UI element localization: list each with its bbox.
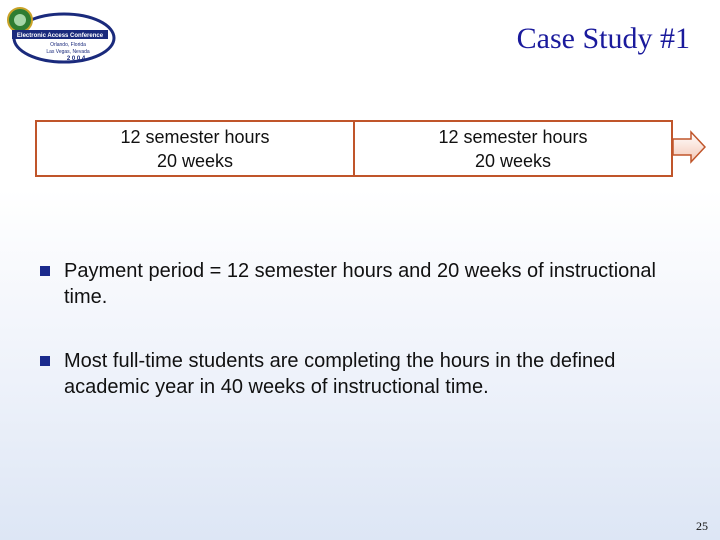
bullet-list [40,258,700,438]
slide-title: Case Study #1 [516,22,690,55]
right-arrow-icon [672,130,706,164]
logo-year: 2 0 0 4 [66,56,86,62]
timeline-bar [35,120,673,177]
segment-1-weeks: 20 weeks [156,150,234,171]
segment-2-hours: 12 semester hours [438,126,588,147]
bullet-text: Most full-time students are completing the hours in the defined academic year in 40 weeks of instructional time. [64,350,616,398]
conference-logo [4,4,116,66]
square-bullet-icon [40,266,50,276]
logo-line3: Las Vegas, Nevada [46,49,90,55]
bullet-item [40,258,700,310]
logo-line1: Electronic Access Conference [16,33,104,39]
bullet-item [40,348,700,400]
bullet-text: Payment period = 12 semester hours and 20 weeks of instructional time. [64,260,656,308]
logo-line2: Orlando, Florida [50,42,86,48]
segment-2-weeks: 20 weeks [474,150,552,171]
timeline-segment-2 [353,122,671,175]
segment-1-hours: 12 semester hours [120,126,270,147]
page-number: 25 [696,519,708,533]
timeline-segment-1 [37,122,353,175]
square-bullet-icon [40,356,50,366]
